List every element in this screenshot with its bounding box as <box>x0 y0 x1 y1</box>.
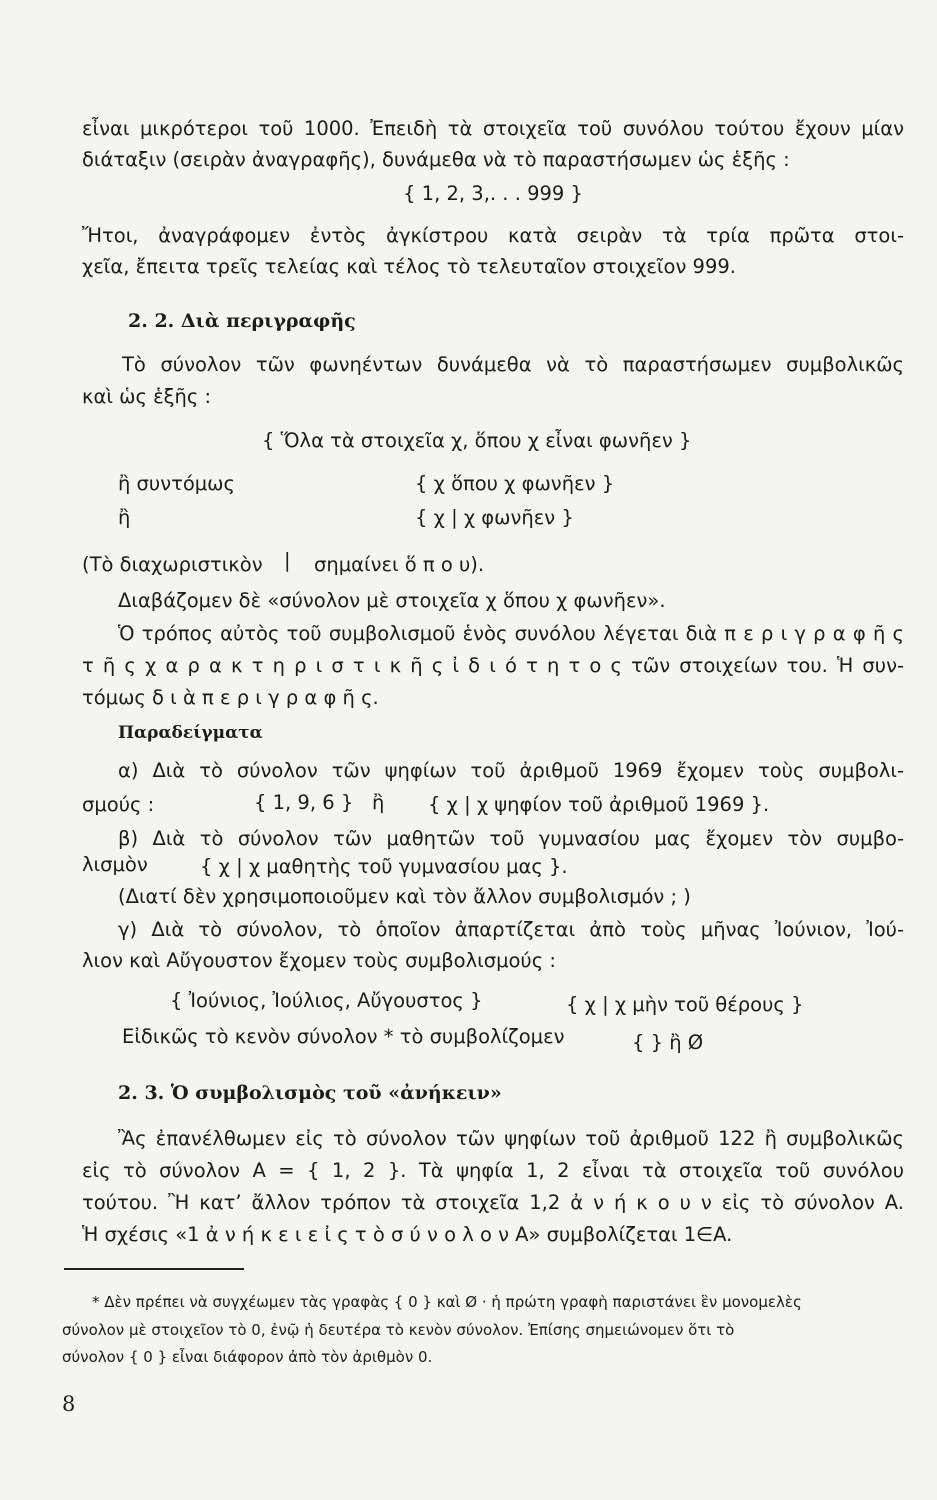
text-line: Ἡ σχέσις «1 ἀ ν ή κ ε ι ε ἰ ς τ ὸ σ ύ ν ο λ ο ν A» συμβολίζεται 1∈A. <box>82 1223 733 1246</box>
text-line: Τὸ σύνολον τῶν φωνηέντων δυνάμεθα νὰ τὸ παραστήσωμεν συμβολικῶς <box>122 353 904 376</box>
text-line: καὶ ὡς ἑξῆς : <box>82 385 212 408</box>
text-line: λιον καὶ Αὔγουστον ἔχομεν τοὺς συμβολισμούς : <box>82 949 556 972</box>
text-line: τόμως δ ι ὰ π ε ρ ι γ ρ α φ ῆ ς. <box>82 686 379 709</box>
separator-symbol: | <box>284 549 291 572</box>
text-line: β) Διὰ τὸ σύνολον τῶν μαθητῶν τοῦ γυμνασίου μας ἔχομεν τὸν συμβο- <box>118 827 904 850</box>
text-line: Ἂς ἐπανέλθωμεν εἰς τὸ σύνολον τῶν ψηφίων τοῦ ἀριθμοῦ 122 ἢ συμβολικῶς <box>118 1127 904 1150</box>
set-notation: { Ὅλα τὰ στοιχεῖα χ, ὅπου χ εἶναι φωνῆεν } <box>262 429 692 452</box>
footnote-rule <box>64 1268 244 1270</box>
text-line: τ ῆ ς χ α ρ α κ τ η ρ ι σ τ ι κ ῆ ς ἰ δ ι ό τ η τ ο ς τῶν στοιχείων του. Ἡ συν- <box>82 654 904 677</box>
text-line: Διαβάζομεν δὲ «σύνολον μὲ στοιχεῖα χ ὅπου χ φωνῆεν». <box>118 589 666 612</box>
text-line: τούτου. Ἢ κατ’ ἄλλον τρόπον τὰ στοιχεῖα 1,2 ἀ ν ή κ ο υ ν εἰς τὸ σύνολον A. <box>82 1191 904 1214</box>
set-notation: { χ | χ φωνῆεν } <box>415 506 574 529</box>
section-heading: 2. 3. Ὁ συμβολισμὸς τοῦ «ἀνήκειν» <box>118 1082 502 1104</box>
text-line: Ὁ τρόπος αὐτὸς τοῦ συμβολισμοῦ ἑνὸς συνόλου λέγεται διὰ π ε ρ ι γ ρ α φ ῆ ς <box>118 622 904 645</box>
footnote-line: σύνολον μὲ στοιχεῖον τὸ 0, ἐνῷ ἡ δευτέρα τὸ κενὸν σύνολον. Ἐπίσης σημειώνομεν ὅτι τὸ <box>62 1321 735 1339</box>
text-line: εἰς τὸ σύνολον A = { 1, 2 }. Τὰ ψηφία 1, 2 εἶναι τὰ στοιχεῖα τοῦ συνόλου <box>82 1159 904 1182</box>
examples-heading: Παραδείγματα <box>118 723 263 743</box>
set-notation: { χ | χ ψηφίον τοῦ ἀριθμοῦ 1969 }. <box>428 793 770 816</box>
text-line: (Διατί δὲν χρησιμοποιοῦμεν καὶ τὸν ἄλλον συμβολισμόν ; ) <box>118 885 691 908</box>
text-line: Ἤτοι, ἀναγράφομεν ἐντὸς ἀγκίστρου κατὰ σειρὰν τὰ τρία πρῶτα στοι- <box>82 224 904 247</box>
set-notation: { χ | χ μαθητὴς τοῦ γυμνασίου μας }. <box>200 855 568 878</box>
text-line: λισμὸν <box>82 853 148 876</box>
section-heading: 2. 2. Διὰ περιγραφῆς <box>128 310 356 332</box>
set-notation: { } ἢ Ø <box>632 1031 704 1054</box>
set-notation: { χ | χ μὴν τοῦ θέρους } <box>566 993 804 1016</box>
text-line: εἶναι μικρότεροι τοῦ 1000. Ἐπειδὴ τὰ στοιχεῖα τοῦ συνόλου τούτου ἔχουν μίαν <box>82 117 904 140</box>
text-line: ἢ <box>118 506 131 529</box>
text-line: γ) Διὰ τὸ σύνολον, τὸ ὁποῖον ἀπαρτίζεται ἀπὸ τοὺς μῆνας Ἰούνιον, Ἰού- <box>118 918 904 941</box>
set-notation: { Ἰούνιος, Ἰούλιος, Αὔγουστος } <box>170 989 483 1012</box>
footnote-line: * Δὲν πρέπει νὰ συγχέωμεν τὰς γραφὰς { 0 } καὶ Ø · ἡ πρώτη γραφὴ παριστάνει ἓν μονομελὲς <box>92 1293 802 1311</box>
text-line: σημαίνει ὅ π ο υ). <box>314 553 485 576</box>
text-line: ἢ συντόμως <box>118 472 235 495</box>
set-notation: { 1, 2, 3,. . . 999 } <box>403 182 583 205</box>
text-line: διάταξιν (σειρὰν ἀναγραφῆς), δυνάμεθα νὰ τὸ παραστήσωμεν ὡς ἑξῆς : <box>82 148 790 171</box>
text-line: ἢ <box>372 791 385 814</box>
text-line: χεῖα, ἔπειτα τρεῖς τελείας καὶ τέλος τὸ τελευταῖον στοιχεῖον 999. <box>82 255 736 278</box>
footnote-line: σύνολον { 0 } εἶναι διάφορον ἀπὸ τὸν ἀριθμὸν 0. <box>62 1348 433 1366</box>
set-notation: { χ ὅπου χ φωνῆεν } <box>415 472 615 495</box>
set-notation: { 1, 9, 6 } <box>254 791 354 814</box>
text-line: α) Διὰ τὸ σύνολον τῶν ψηφίων τοῦ ἀριθμοῦ 1969 ἔχομεν τοὺς συμβολι- <box>118 759 904 782</box>
text-line: σμούς : <box>82 793 155 816</box>
text-line: Εἰδικῶς τὸ κενὸν σύνολον * τὸ συμβολίζομεν <box>122 1025 565 1048</box>
page-number: 8 <box>62 1392 76 1416</box>
text-line: (Τὸ διαχωριστικὸν <box>82 553 263 576</box>
